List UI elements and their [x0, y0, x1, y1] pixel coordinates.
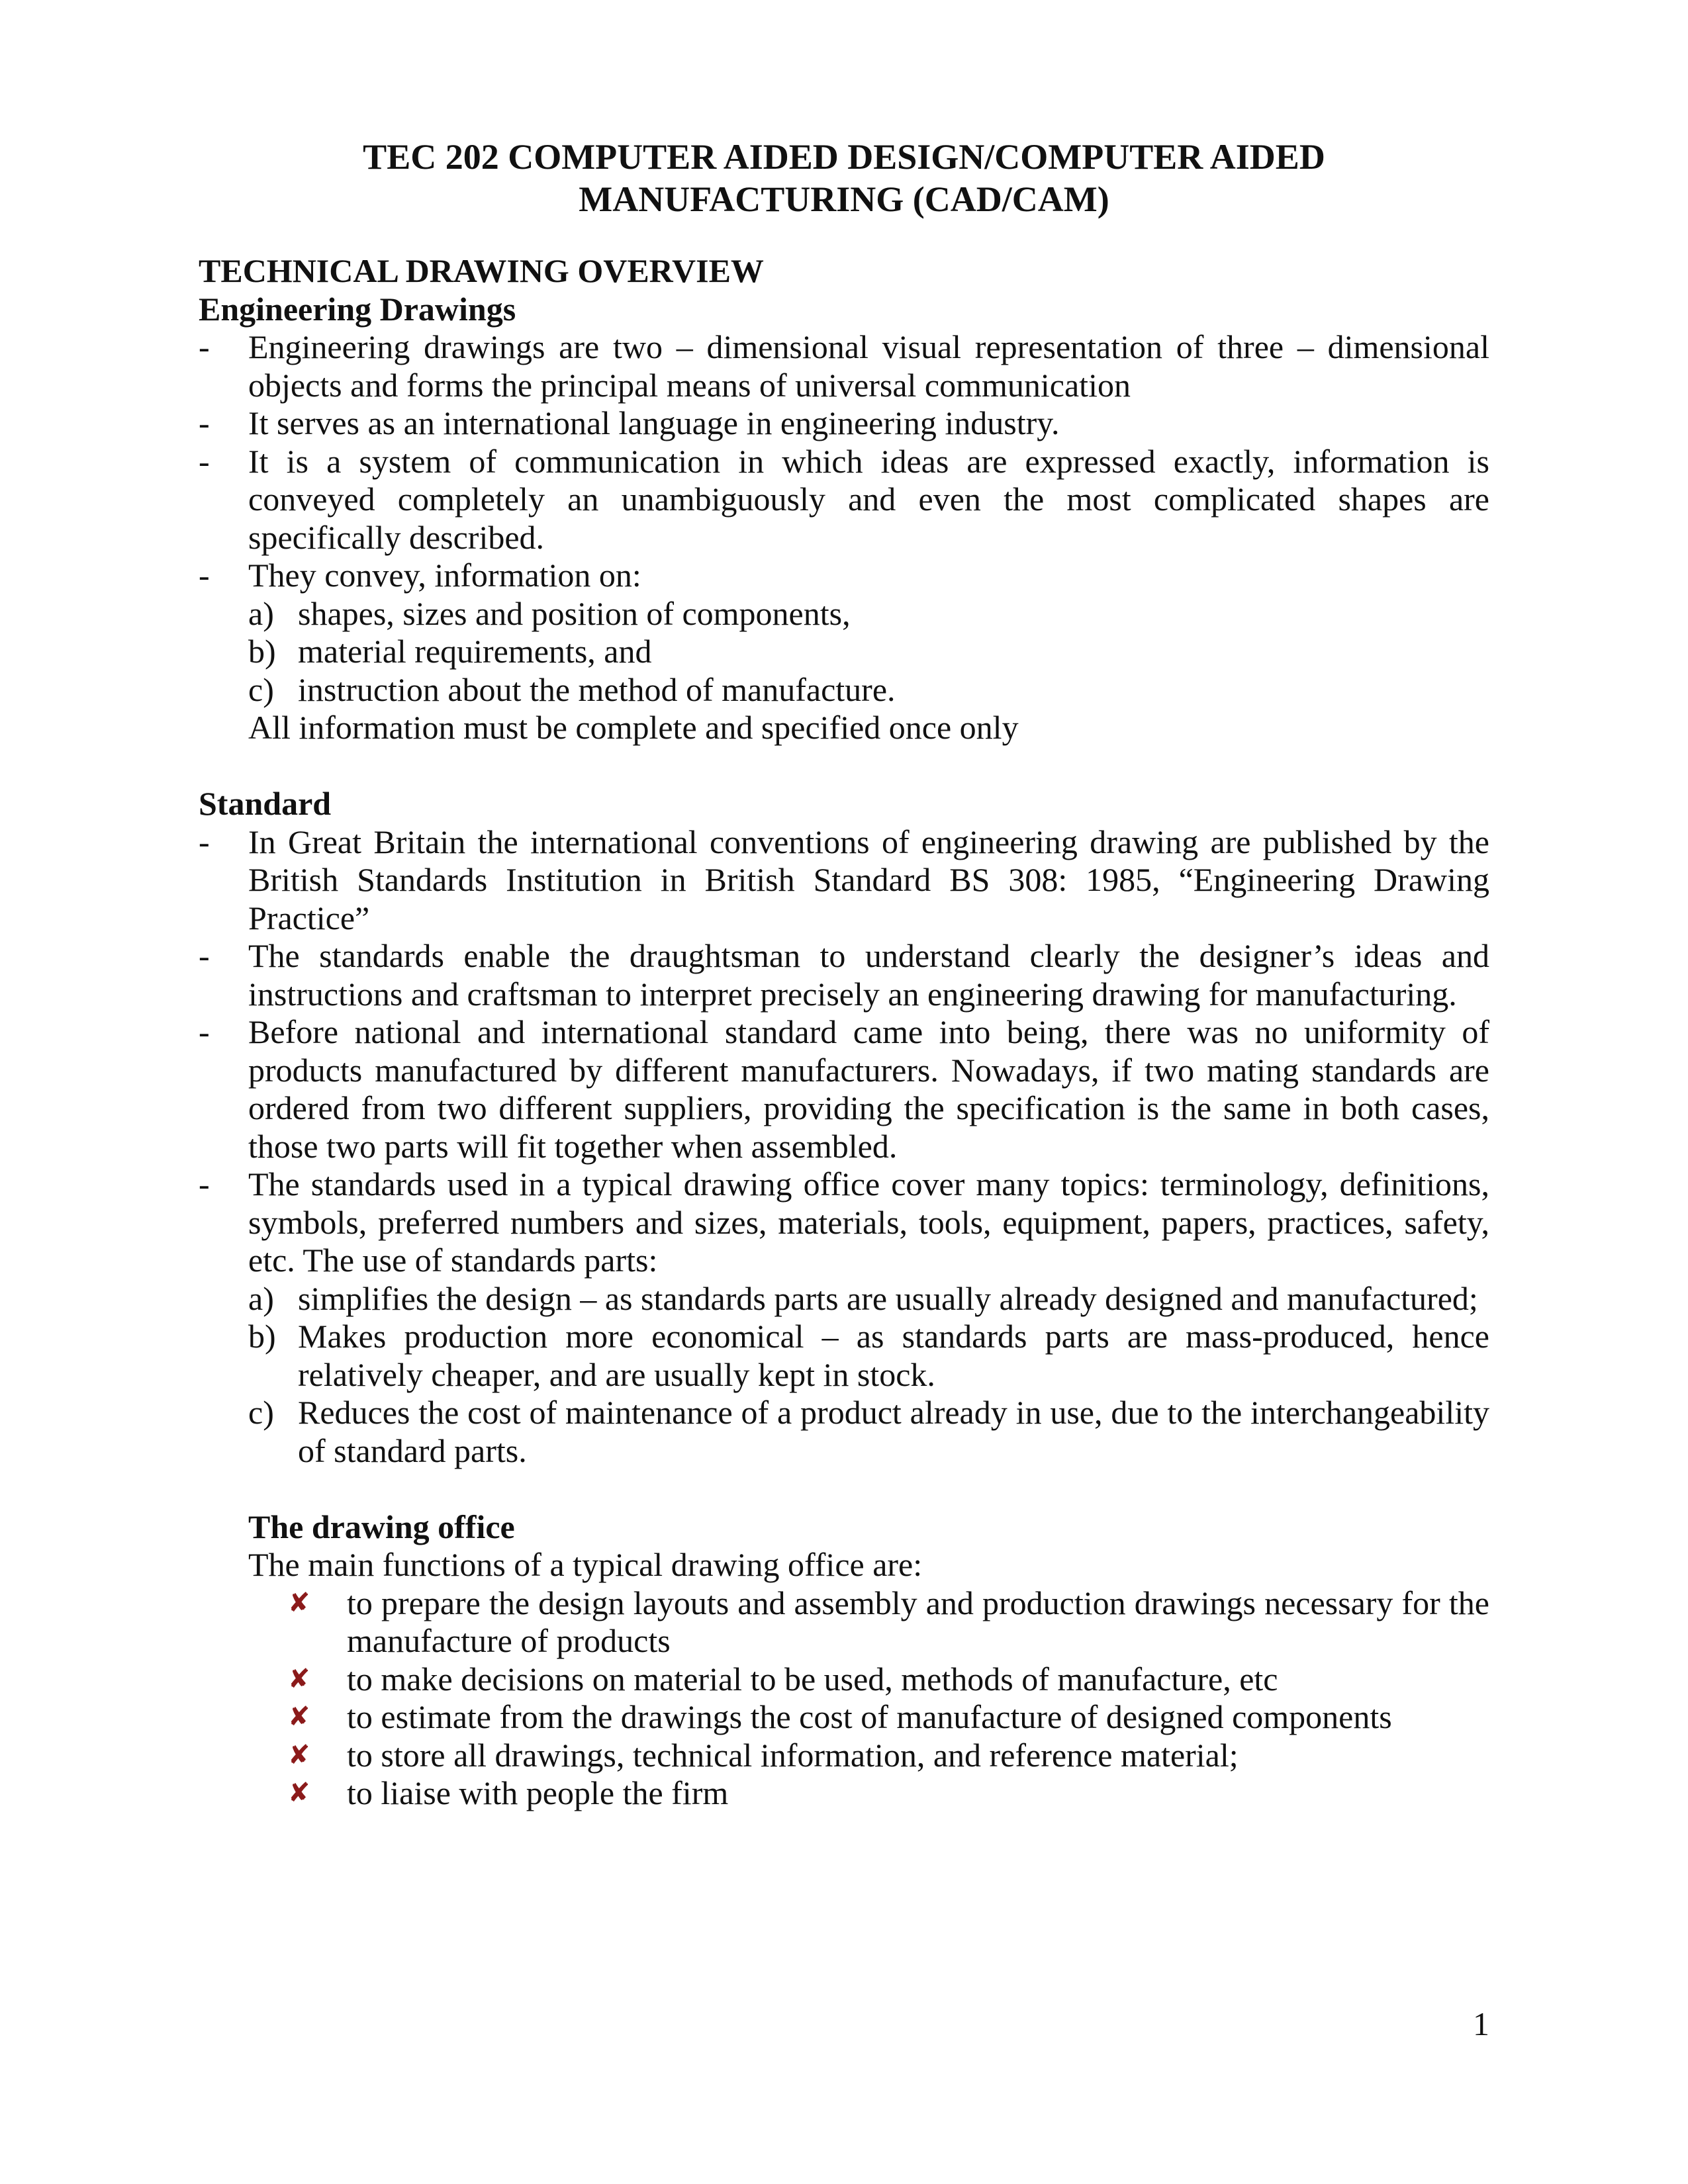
- dash-marker: -: [199, 1013, 210, 1050]
- item-label: a): [248, 1279, 274, 1317]
- function-text: to estimate from the drawings the cost of manufacture of designed components: [347, 1698, 1392, 1735]
- bullet-text: Before national and international standard came into being, there was no uniformity of products manufactured by different manufacturers. Nowadays, if two mating standards are ordered from two different suppliers, providing the specification is the same in both cases, those two parts will fit together when assembled.: [248, 1013, 1489, 1165]
- overview-note: All information must be complete and specified once only: [248, 709, 1019, 746]
- subheading-engineering-drawings: Engineering Drawings: [199, 290, 516, 328]
- document-title: [199, 136, 1489, 220]
- function-text: to liaise with people the firm: [347, 1774, 729, 1811]
- page-number: 1: [1473, 2005, 1489, 2042]
- function-text: to prepare the design layouts and assembly and production drawings necessary for the manufacture of products: [347, 1584, 1489, 1659]
- cross-bullet-icon: ✘: [288, 1778, 310, 1808]
- dash-marker: -: [199, 1165, 210, 1203]
- convey-item-a: [199, 595, 1489, 633]
- overview-bullet-4: [199, 557, 1489, 595]
- item-text: shapes, sizes and position of components,: [298, 594, 851, 632]
- bullet-text: It serves as an international language in engineering industry.: [248, 404, 1060, 441]
- title-line-2: MANUFACTURING (CAD/CAM): [579, 179, 1109, 219]
- section-heading-overview: TECHNICAL DRAWING OVERVIEW: [199, 252, 764, 289]
- item-label: a): [248, 594, 274, 632]
- convey-item-c: [199, 671, 1489, 709]
- office-function-5: [248, 1774, 1489, 1813]
- cross-bullet-icon: ✘: [288, 1702, 310, 1732]
- dash-marker: -: [199, 328, 210, 365]
- item-text: Makes production more economical – as standards parts are mass-produced, hence relatively cheaper, and are usually kept in stock.: [298, 1318, 1489, 1393]
- page-content: [199, 136, 1489, 1813]
- item-label: b): [248, 633, 276, 670]
- function-text: to store all drawings, technical information, and reference material;: [347, 1736, 1239, 1774]
- dash-marker: -: [199, 442, 210, 480]
- section-heading-drawing-office: The drawing office: [248, 1508, 515, 1545]
- item-text: material requirements, and: [298, 633, 652, 670]
- bullet-text: It is a system of communication in which ideas are expressed exactly, information is conveyed completely an unambiguously and even the most complicated shapes are specifically described.: [248, 442, 1489, 556]
- item-label: c): [248, 1394, 274, 1431]
- dash-marker: -: [199, 557, 210, 594]
- standard-bullet-1: [199, 823, 1489, 938]
- drawing-office-intro: The main functions of a typical drawing office are:: [248, 1546, 923, 1583]
- cross-bullet-icon: ✘: [288, 1739, 310, 1770]
- standard-use-a: [199, 1280, 1489, 1318]
- standard-bullet-4: [199, 1165, 1489, 1280]
- spacer: [199, 747, 1489, 786]
- standard-use-b: [199, 1318, 1489, 1394]
- item-text: instruction about the method of manufacture.: [298, 670, 896, 708]
- bullet-text: They convey, information on:: [248, 557, 641, 594]
- standard-bullet-2: [199, 937, 1489, 1013]
- drawing-office-section: [199, 1508, 1489, 1813]
- standard-use-c: [199, 1394, 1489, 1470]
- office-function-1: [248, 1584, 1489, 1661]
- item-text: Reduces the cost of maintenance of a product already in use, due to the interchangeability of standard parts.: [298, 1394, 1489, 1469]
- cross-bullet-icon: ✘: [288, 1587, 310, 1618]
- title-line-1: TEC 202 COMPUTER AIDED DESIGN/COMPUTER AIDED: [363, 137, 1325, 177]
- overview-bullet-3: [199, 443, 1489, 557]
- standard-bullet-3: [199, 1013, 1489, 1165]
- cross-bullet-icon: ✘: [288, 1663, 310, 1694]
- convey-item-b: [199, 633, 1489, 671]
- bullet-text: The standards used in a typical drawing office cover many topics: terminology, definitions, symbols, preferred numbers and sizes, materials, tools, equipment, papers, practices, safety, etc. The use of standards parts:: [248, 1165, 1489, 1279]
- dash-marker: -: [199, 937, 210, 974]
- item-label: c): [248, 670, 274, 708]
- office-function-4: [248, 1737, 1489, 1775]
- overview-bullet-1: [199, 328, 1489, 404]
- spacer: [199, 1470, 1489, 1508]
- dash-marker: -: [199, 404, 210, 441]
- item-label: b): [248, 1318, 276, 1355]
- dash-marker: -: [199, 823, 210, 860]
- section-heading-standard: Standard: [199, 785, 332, 822]
- office-function-2: [248, 1661, 1489, 1699]
- item-text: simplifies the design – as standards parts are usually already designed and manufactured;: [298, 1279, 1478, 1317]
- overview-bullet-2: [199, 404, 1489, 443]
- bullet-text: The standards enable the draughtsman to understand clearly the designer’s ideas and instructions and craftsman to interpret precisely an engineering drawing for manufacturing.: [248, 937, 1489, 1013]
- office-function-3: [248, 1698, 1489, 1737]
- function-text: to make decisions on material to be used, methods of manufacture, etc: [347, 1660, 1278, 1698]
- bullet-text: In Great Britain the international conventions of engineering drawing are published by the British Standards Institution in British Standard BS 308: 1985, “Engineering Drawing Practice”: [248, 823, 1489, 936]
- bullet-text: Engineering drawings are two – dimensional visual representation of three – dimensional objects and forms the principal means of universal communication: [248, 328, 1489, 404]
